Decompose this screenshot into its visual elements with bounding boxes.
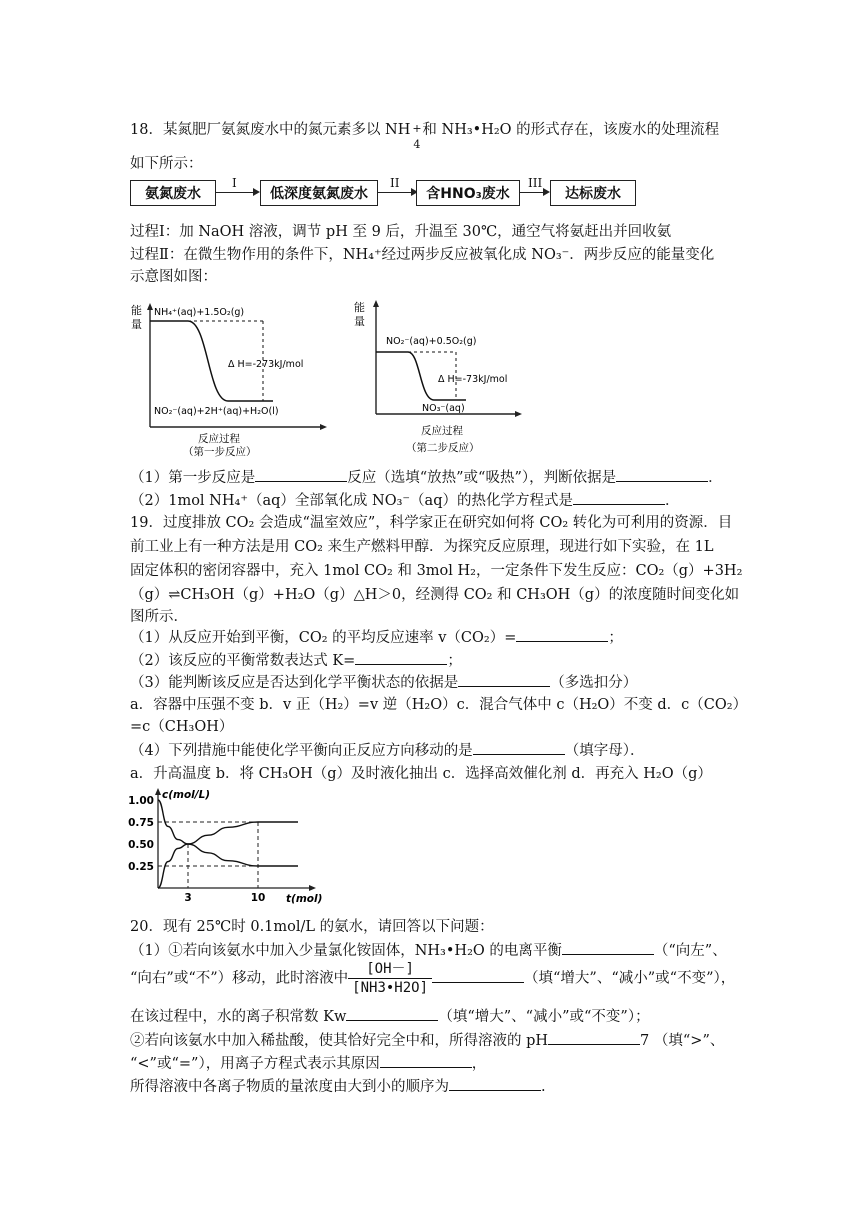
q18-sub2-text-b: ． xyxy=(664,493,680,509)
chart-series xyxy=(158,800,298,888)
graph2-ylabel-b: 量 xyxy=(354,315,365,328)
q18-sub1-text-a: （1）第一步反应是 xyxy=(130,470,256,486)
process-2b-text: 示意图如图： xyxy=(130,269,217,285)
y-tick-label: 1.00 xyxy=(128,795,154,807)
q20-sub2-line3 xyxy=(130,1076,546,1097)
y-axis-arrow xyxy=(155,788,161,795)
q19-sub4-options: a．升高温度 b．将 CH₃OH（g）及时液化抽出 c．选择高效催化剂 d．再充入 H₂O（g） xyxy=(130,766,712,782)
q19-line2: 前工业上有一种方法是用 CO₂ 来生产燃料甲醇．为探究反应原理，现进行如下实验，在 1L xyxy=(130,539,714,555)
q20-sub2-text-e: 所得溶液中各离子物质的量浓度由大到小的顺序为 xyxy=(130,1079,449,1095)
q19-line4: （g）⇌CH₃OH（g）+H₂O（g）△H＞0，经测得 CO₂ 和 CH₃OH（g）的浓度随时间变化如 xyxy=(130,587,740,603)
q19-line3: 固定体积的密闭容器中，充入 1mol CO₂ 和 3mol H₂，一定条件下发生反应：CO₂（g）+3H₂ xyxy=(130,563,743,579)
q19-sub3 xyxy=(130,672,637,693)
q18-sub2-text-a: （2）1mol NH₄⁺（aq）全部氧化成 NO₃⁻（aq）的热化学方程式是 xyxy=(130,493,573,509)
graph1-ylabel-a: 能 xyxy=(131,304,142,317)
flow-arrow-2 xyxy=(378,192,416,193)
q20-sub2-line2 xyxy=(130,1053,486,1074)
series-line-1 xyxy=(158,822,298,888)
graph2-ylabel-a: 能 xyxy=(354,301,365,314)
q19-sub1-text-b: ； xyxy=(608,630,623,646)
answer-blank[interactable] xyxy=(473,740,565,755)
q18-intro-text-b: 和 NH₃•H₂O 的形式存在，该废水的处理流程 xyxy=(422,122,720,138)
fraction-denominator: [NH3•H2O] xyxy=(352,980,429,996)
q20-sub2-text-d: ， xyxy=(471,1056,487,1072)
graph2-top-label: NO₂⁻(aq)+0.5O₂(g) xyxy=(386,336,477,347)
q19-sub3-text-a: （3）能判断该反应是否达到化学平衡状态的依据是 xyxy=(130,675,459,691)
y-tick-label: 0.75 xyxy=(128,817,154,829)
answer-blank[interactable] xyxy=(516,627,608,642)
q18-sub1-text-c: ． xyxy=(708,470,723,486)
graph2-caption: （第二步反应） xyxy=(406,442,480,454)
y-axis-label: c(mol/L) xyxy=(162,789,211,801)
answer-blank[interactable] xyxy=(355,650,447,665)
answer-blank[interactable] xyxy=(562,940,654,955)
q18-sub2 xyxy=(130,490,679,511)
graph1-ylabel-b: 量 xyxy=(131,318,142,331)
q19-sub2-text-b: ； xyxy=(447,653,462,669)
q19-sub1-text-a: （1）从反应开始到平衡，CO₂ 的平均反应速率 v（CO₂）= xyxy=(130,630,517,646)
q19-sub2-text-a: （2）该反应的平衡常数表达式 K= xyxy=(130,653,356,669)
x-tick-label: 10 xyxy=(250,892,266,904)
x-axis-label: t(mol) xyxy=(286,893,323,905)
y-tick-label: 0.25 xyxy=(128,861,154,873)
answer-blank[interactable] xyxy=(380,1053,472,1068)
q19-sub2 xyxy=(130,650,462,671)
graph2-y-arrow xyxy=(373,300,379,307)
q20-sub2-text-a: ②若向该氨水中加入稀盐酸，使其恰好完全中和，所得溶液的 pH xyxy=(130,1033,549,1049)
q19-sub3-options-2: =c（CH₃OH） xyxy=(130,719,234,735)
q20-sub2-line1 xyxy=(130,1030,724,1051)
flow-arrow-3 xyxy=(520,192,548,193)
q20-sub1-text-f: （填“增大”、“减小”或“不变”）； xyxy=(438,1009,650,1025)
x-tick-label: 3 xyxy=(184,892,192,904)
graph2-x-arrow xyxy=(515,411,522,417)
series-line-0 xyxy=(158,800,298,866)
graph1-y-arrow xyxy=(147,303,153,310)
flow-step-3: III xyxy=(528,176,543,190)
q19-sub3-options: a．容器中压强不变 b．v 正（H₂）=v 逆（H₂O）c．混合气体中 c（H₂O）不变 d．c（CO₂） xyxy=(130,697,748,713)
graph1-x-arrow xyxy=(320,424,327,430)
answer-blank[interactable] xyxy=(458,672,550,687)
q20-sub1-line3 xyxy=(130,1006,650,1027)
process-2-text: 过程Ⅱ：在微生物作用的条件下，NH₄⁺经过两步反应被氧化成 NO₃⁻．两步反应的能量变化 xyxy=(130,247,715,263)
flow-box-4: 达标废水 xyxy=(550,180,636,206)
answer-blank[interactable] xyxy=(573,490,665,505)
graph1-top-label: NH₄⁺(aq)+1.5O₂(g) xyxy=(154,307,245,318)
q20-line1: 20．现有 25℃时 0.1mol/L 的氨水，请回答以下问题： xyxy=(130,919,494,935)
answer-blank[interactable] xyxy=(548,1030,640,1045)
energy-diagram-step2 xyxy=(346,294,526,457)
q18-sub1-text-b: 反应（选填“放热”或“吸热”），判断依据是 xyxy=(347,470,617,486)
graph1-caption: （第一步反应） xyxy=(183,446,257,457)
q20-sub2-text-c: “<”或“=”），用离子方程式表示其原因 xyxy=(130,1056,380,1072)
process-1-text: 过程Ⅰ：加 NaOH 溶液，调节 pH 至 9 后，升温至 30℃，通空气将氨赶出并回收氨 xyxy=(130,224,672,240)
nh4-sub: 4 xyxy=(413,138,421,151)
flow-arrow-1 xyxy=(216,192,258,193)
fraction-numerator: [OH－] xyxy=(348,960,432,979)
concentration-chart xyxy=(126,786,326,910)
answer-blank[interactable] xyxy=(255,467,347,482)
graph2-delta-h: Δ H=-73kJ/mol xyxy=(438,374,508,385)
flow-box-1: 氨氮废水 xyxy=(130,180,216,206)
q20-sub1-text-c: “向右”或“不”）移动，此时溶液中 xyxy=(130,970,349,987)
q20-sub1-line1 xyxy=(130,940,727,961)
q18-line1 xyxy=(130,118,720,151)
answer-blank[interactable] xyxy=(449,1076,541,1091)
nh4-sup: + xyxy=(412,122,422,135)
answer-blank[interactable] xyxy=(346,1006,438,1021)
q20-sub1-text-a: （1）①若向该氨水中加入少量氯化铵固体，NH₃•H₂O 的电离平衡 xyxy=(130,943,562,959)
flow-step-1: I xyxy=(232,176,237,190)
y-tick-label: 0.50 xyxy=(128,839,154,851)
q18-intro-text: 18．某氮肥厂氨氮废水中的氮元素多以 NH xyxy=(130,122,411,138)
x-axis-arrow xyxy=(309,885,316,891)
q19-sub4 xyxy=(130,740,644,761)
q20-sub1-text-b: （“向左”、 xyxy=(653,943,727,959)
flow-box-3: 含HNO₃废水 xyxy=(416,180,520,206)
q19-sub1 xyxy=(130,627,623,648)
flow-step-2: II xyxy=(390,176,400,190)
q19-sub3-text-b: （多选扣分） xyxy=(550,675,638,691)
graph2-xlabel: 反应过程 xyxy=(421,425,463,437)
q19-sub4-text-a: （4）下列措施中能使化学平衡向正反应方向移动的是 xyxy=(130,743,473,759)
graph2-bottom-label: NO₃⁻(aq) xyxy=(422,403,465,414)
q20-sub1-text-d: （填“增大”、“减小”或“不变”）， xyxy=(524,970,736,987)
q19-line1: 19．过度排放 CO₂ 会造成“温室效应”，科学家正在研究如何将 CO₂ 转化为可利用的资源．目 xyxy=(130,515,733,531)
graph1-delta-h: Δ H=-273kJ/mol xyxy=(228,359,304,370)
q18-sub1 xyxy=(130,467,723,488)
answer-blank[interactable] xyxy=(432,968,524,983)
q20-sub1-line2 xyxy=(130,960,735,997)
concentration-fraction xyxy=(348,960,432,997)
q18-line2: 如下所示： xyxy=(130,156,203,172)
graph1-xlabel: 反应过程 xyxy=(198,433,240,445)
q20-sub1-text-e: 在该过程中，水的离子积常数 Kw xyxy=(130,1009,347,1025)
q20-sub2-text-b: 7 （填“>”、 xyxy=(640,1033,725,1049)
answer-blank[interactable] xyxy=(616,467,708,482)
q20-sub2-text-f: . xyxy=(541,1079,546,1095)
flow-box-2: 低深度氨氮废水 xyxy=(260,180,378,206)
q19-line5: 图所示． xyxy=(130,609,188,625)
q19-sub4-text-b: （填字母）． xyxy=(564,743,645,759)
energy-diagram-step1 xyxy=(128,297,338,457)
graph1-bottom-label: NO₂⁻(aq)+2H⁺(aq)+H₂O(l) xyxy=(154,406,279,417)
